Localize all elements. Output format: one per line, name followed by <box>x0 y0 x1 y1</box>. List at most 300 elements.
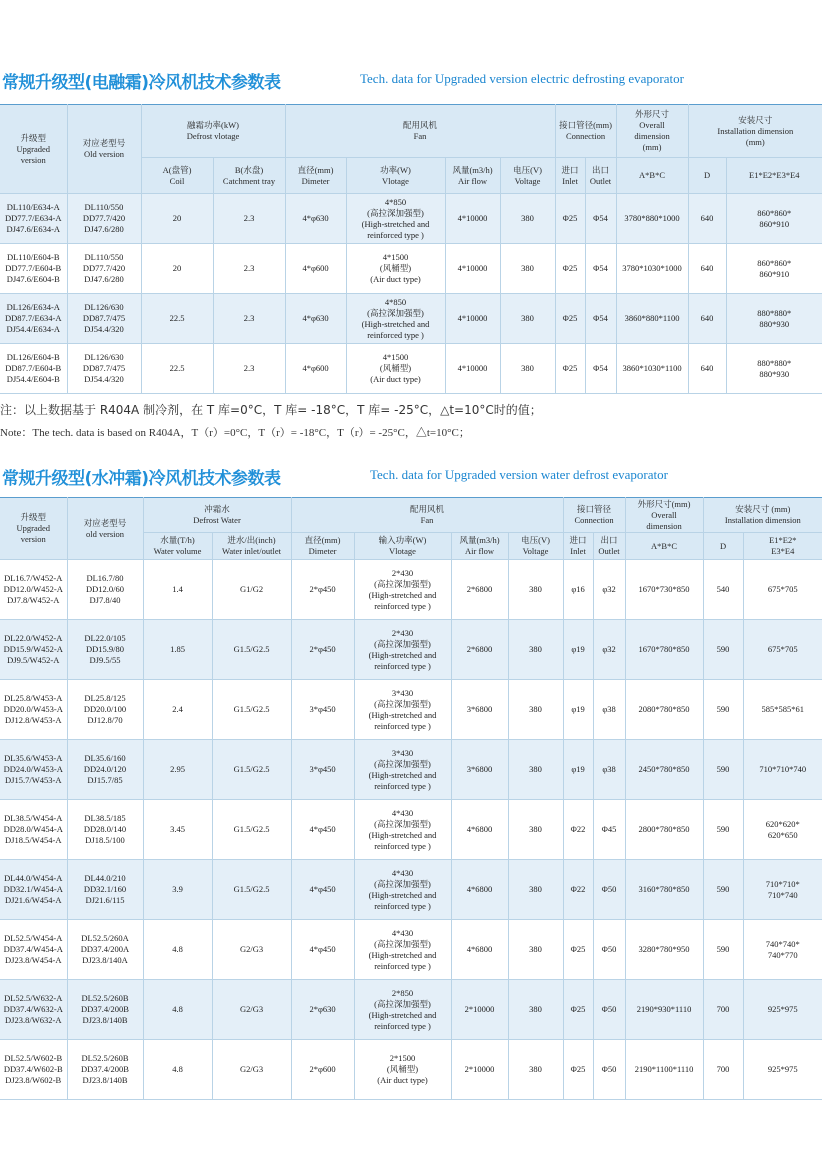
cell-line: dimension <box>646 520 682 531</box>
cell-line: 4*430 <box>391 807 414 818</box>
cell-line: DD87.7/E634-A <box>5 313 62 323</box>
cell-line: DL25.8/W453-A <box>4 693 63 703</box>
cell-line: Old version <box>84 149 124 159</box>
cell-water-volume: 4.8 <box>143 1040 212 1100</box>
cell-airflow: 4*10000 <box>445 194 500 244</box>
cell-line: DJ47.6/280 <box>84 224 124 234</box>
cell-line: DJ47.6/E634-A <box>6 224 61 234</box>
cell-diameter: 4*φ450 <box>291 800 354 860</box>
cell-voltage: 380 <box>508 680 563 740</box>
cell-line: 进口 <box>561 164 579 175</box>
cell-line: 585*585*61 <box>761 704 805 714</box>
cell-voltage: 380 <box>500 194 555 244</box>
cell-line: DJ23.8/W632-A <box>5 1015 62 1025</box>
cell-power <box>354 620 451 680</box>
cell-d: 640 <box>688 194 726 244</box>
cell-line: 直径(mm) <box>297 164 334 175</box>
cell-line: Fan <box>413 131 427 141</box>
cell-line: Installation dimension <box>724 515 801 525</box>
cell-airflow: 2*10000 <box>451 1040 508 1100</box>
header-fan <box>291 498 563 533</box>
cell-line: DD20.0/100 <box>83 704 127 714</box>
cell-line: reinforced type ) <box>374 720 431 731</box>
cell-tray: 2.3 <box>213 244 285 294</box>
header-old-model <box>67 105 141 194</box>
header-inlet <box>563 533 593 560</box>
cell-outlet: Φ50 <box>593 1040 625 1100</box>
cell-line: DJ12.8/70 <box>87 715 123 725</box>
cell-line: 740*740* <box>765 938 800 949</box>
cell-line: DL44.0/W454-A <box>4 873 63 883</box>
cell-line: DD15.9/80 <box>85 644 124 654</box>
cell-line: Fan <box>420 515 434 525</box>
cell-model <box>0 980 67 1040</box>
cell-outlet: Φ50 <box>593 860 625 920</box>
cell-e <box>743 560 822 620</box>
cell-diameter: 4*φ600 <box>285 244 346 294</box>
cell-line: Connection <box>565 131 606 141</box>
cell-abc: 3860*880*1100 <box>616 294 688 344</box>
cell-line: 620*650 <box>767 829 798 840</box>
cell-outlet: φ38 <box>593 680 625 740</box>
cell-line: DJ18.5/100 <box>85 835 125 845</box>
cell-line: Overall <box>651 509 677 520</box>
cell-line: DJ23.8/W602-B <box>5 1075 62 1085</box>
cell-line: DD12.0/W452-A <box>3 584 63 594</box>
cell-line: Dimeter <box>301 175 330 186</box>
cell-line: DL52.5/W632-A <box>4 993 63 1003</box>
cell-airflow: 2*6800 <box>451 620 508 680</box>
cell-line: DJ15.7/85 <box>87 775 123 785</box>
cell-line: (高拉深加强型) <box>374 878 431 889</box>
cell-e <box>743 680 822 740</box>
cell-line: Water inlet/outlet <box>221 546 282 556</box>
cell-line: Defrost vlotage <box>186 131 240 141</box>
cell-line: DL16.7/W452-A <box>4 573 63 583</box>
cell-abc: 1670*780*850 <box>625 620 703 680</box>
cell-line: (高拉深加强型) <box>374 998 431 1009</box>
cell-line: DD20.0/W453-A <box>3 704 63 714</box>
header-connection <box>555 105 616 158</box>
cell-line: 安装尺寸 (mm) <box>735 504 791 514</box>
cell-line: (风桶型) <box>386 1064 419 1074</box>
cell-line: (High-stretched and <box>368 1009 437 1020</box>
cell-line: (mm) <box>642 142 662 152</box>
cell-e <box>743 860 822 920</box>
cell-e <box>726 294 822 344</box>
header-defrost-power <box>141 105 285 158</box>
cell-line: Voltage <box>514 175 541 186</box>
cell-water-volume: 4.8 <box>143 920 212 980</box>
header-water-io <box>212 533 291 560</box>
table-row <box>0 980 822 1040</box>
cell-e <box>726 344 822 394</box>
cell-line: 4*850 <box>384 196 407 207</box>
cell-d: 700 <box>703 980 743 1040</box>
cell-line: 4*430 <box>391 867 414 878</box>
cell-abc: 3280*780*950 <box>625 920 703 980</box>
cell-e <box>743 1040 822 1100</box>
cell-d: 590 <box>703 620 743 680</box>
table-row <box>0 560 822 620</box>
cell-line: (High-stretched and <box>368 769 437 780</box>
cell-line: 进口 <box>569 535 587 545</box>
cell-line: 925*975 <box>767 1064 798 1074</box>
cell-line: Air flow <box>464 546 495 556</box>
cell-line: reinforced type ) <box>367 229 424 240</box>
cell-line: Voltage <box>522 546 549 556</box>
cell-line: DJ7.8/40 <box>89 595 121 605</box>
cell-line: Inlet <box>570 546 586 556</box>
header-voltage <box>508 533 563 560</box>
cell-line: 出口 <box>592 164 610 175</box>
cell-model <box>0 860 67 920</box>
section2-title-row <box>0 464 822 489</box>
header-upgraded-version <box>0 105 67 194</box>
section1-title-row <box>0 68 822 93</box>
cell-line: reinforced type ) <box>374 1020 431 1031</box>
cell-water-io: G1.5/G2.5 <box>212 620 291 680</box>
header-overall-dimension <box>625 498 703 533</box>
cell-inlet: φ19 <box>563 620 593 680</box>
cell-old-model <box>67 980 143 1040</box>
cell-line: 2*430 <box>391 627 414 638</box>
water-defrost-table <box>0 497 822 1100</box>
header-diameter <box>285 158 346 194</box>
cell-line: (高拉深加强型) <box>374 758 431 769</box>
cell-line: DD87.7/475 <box>82 363 126 373</box>
cell-line: (风桶型) <box>379 363 412 373</box>
cell-line: DJ15.7/W453-A <box>5 775 62 785</box>
cell-line: 880*880* <box>757 307 792 318</box>
cell-airflow: 4*10000 <box>445 244 500 294</box>
cell-water-volume: 3.45 <box>143 800 212 860</box>
cell-inlet: Φ25 <box>563 1040 593 1100</box>
cell-old-model <box>67 620 143 680</box>
cell-line: DJ18.5/W454-A <box>5 835 62 845</box>
cell-inlet: Φ25 <box>563 980 593 1040</box>
cell-line: Air flow <box>457 175 488 186</box>
cell-line: 外形尺寸 <box>635 109 670 119</box>
cell-line: (高拉深加强型) <box>374 938 431 949</box>
cell-model <box>0 620 67 680</box>
cell-model <box>0 800 67 860</box>
cell-e <box>743 800 822 860</box>
cell-line: DL22.0/105 <box>84 633 126 643</box>
cell-diameter: 4*φ600 <box>285 344 346 394</box>
cell-line: 710*710*740 <box>759 764 807 774</box>
cell-d: 640 <box>688 294 726 344</box>
table-row <box>0 194 822 244</box>
cell-line: DJ12.8/W453-A <box>5 715 62 725</box>
cell-inlet: φ19 <box>563 740 593 800</box>
cell-line: (高拉深加强型) <box>367 307 424 318</box>
cell-line: 外形尺寸(mm) <box>637 498 691 509</box>
header-water-volume <box>143 533 212 560</box>
cell-line: (高拉深加强型) <box>374 638 431 649</box>
header-airflow <box>451 533 508 560</box>
cell-e <box>743 620 822 680</box>
cell-water-io: G1.5/G2.5 <box>212 680 291 740</box>
cell-model <box>0 740 67 800</box>
cell-line: (High-stretched and <box>368 589 437 600</box>
cell-line: DD77.7/420 <box>82 263 126 273</box>
cell-line: 880*930 <box>759 318 790 329</box>
cell-diameter: 2*φ450 <box>291 620 354 680</box>
cell-coil: 22.5 <box>141 294 213 344</box>
cell-power <box>354 980 451 1040</box>
cell-line: DJ21.6/115 <box>85 895 125 905</box>
cell-line: DL52.5/260B <box>81 993 129 1003</box>
cell-line: Installation dimension <box>717 125 794 136</box>
cell-line: reinforced type ) <box>374 600 431 611</box>
cell-model <box>0 560 67 620</box>
section1-title-cn: 常规升级型(电融霜)冷风机技术参数表 <box>2 73 281 93</box>
cell-line: DD77.7/E634-A <box>5 213 62 223</box>
cell-line: DD77.7/E604-B <box>5 263 62 273</box>
cell-e <box>743 920 822 980</box>
cell-voltage: 380 <box>508 740 563 800</box>
header-d: D <box>703 533 743 560</box>
cell-line: DL38.5/W454-A <box>4 813 63 823</box>
cell-line: Dimeter <box>308 546 337 556</box>
cell-old-model <box>67 860 143 920</box>
cell-line: DL126/630 <box>84 302 124 312</box>
cell-line: 3*430 <box>391 687 414 698</box>
table-row <box>0 920 822 980</box>
cell-coil: 20 <box>141 194 213 244</box>
cell-line: (高拉深加强型) <box>374 698 431 709</box>
table-row <box>0 800 822 860</box>
cell-model <box>0 680 67 740</box>
cell-model <box>0 1040 67 1100</box>
cell-power <box>354 560 451 620</box>
cell-line: Defrost Water <box>193 515 241 525</box>
cell-e <box>726 244 822 294</box>
cell-line: 对应老型号 <box>83 517 127 528</box>
cell-old-model <box>67 344 141 394</box>
cell-voltage: 380 <box>508 1040 563 1100</box>
cell-model <box>0 244 67 294</box>
cell-line: 860*860* <box>757 207 792 218</box>
cell-line: reinforced type ) <box>374 960 431 971</box>
cell-diameter: 4*φ450 <box>291 920 354 980</box>
cell-old-model <box>67 680 143 740</box>
table-row <box>0 344 822 394</box>
cell-line: DL126/E604-B <box>6 352 60 362</box>
cell-line: DD15.9/W452-A <box>3 644 63 654</box>
cell-line: DD24.0/W453-A <box>3 764 63 774</box>
cell-line: 接口管径 <box>577 504 612 514</box>
cell-diameter: 4*φ630 <box>285 294 346 344</box>
cell-line: DL35.6/W453-A <box>4 753 63 763</box>
cell-line: 740*770 <box>767 949 798 960</box>
cell-abc: 2080*780*850 <box>625 680 703 740</box>
cell-power <box>354 920 451 980</box>
cell-line: version <box>20 154 46 165</box>
header-defrost-water <box>143 498 291 533</box>
cell-outlet: Φ54 <box>585 194 616 244</box>
cell-line: (高拉深加强型) <box>367 207 424 218</box>
cell-old-model <box>67 800 143 860</box>
cell-line: E1*E2* <box>769 535 797 545</box>
cell-line: (mm) <box>745 136 765 147</box>
cell-line: 4*850 <box>384 296 407 307</box>
cell-line: DL110/E604-B <box>6 252 60 262</box>
cell-line: reinforced type ) <box>374 900 431 911</box>
cell-line: A(盘管) <box>162 164 192 175</box>
cell-power <box>346 194 445 244</box>
cell-airflow: 2*10000 <box>451 980 508 1040</box>
cell-line: DL110/550 <box>84 252 124 262</box>
cell-line: DJ54.4/320 <box>84 324 124 334</box>
cell-line: 融霜功率(kW) <box>187 120 239 130</box>
cell-airflow: 4*10000 <box>445 344 500 394</box>
cell-line: 2*850 <box>391 987 414 998</box>
cell-line: Vlotage <box>389 546 416 556</box>
cell-line: 4*1500 <box>382 252 409 262</box>
cell-line: 860*910 <box>759 218 790 229</box>
cell-line: 620*620* <box>765 818 800 829</box>
cell-line: 配用风机 <box>410 504 445 514</box>
cell-line: DJ47.6/E604-B <box>6 274 60 284</box>
water-defrost-table-body <box>0 560 822 1100</box>
note-cn: 注：以上数据基于 R404A 制冷剂，在 T 库=0°C，T 库= -18°C，T 库= -25°C，△t=10°C时的值； <box>0 403 542 417</box>
cell-old-model <box>67 740 143 800</box>
cell-line: DD37.4/200A <box>80 944 130 954</box>
cell-power <box>354 680 451 740</box>
cell-water-volume: 2.95 <box>143 740 212 800</box>
cell-line: DD37.4/200B <box>81 1004 129 1014</box>
electric-defrost-table <box>0 104 822 394</box>
cell-line: 对应老型号 <box>82 138 126 148</box>
header-connection <box>563 498 625 533</box>
cell-line: reinforced type ) <box>374 660 431 671</box>
cell-line: DJ23.8/140B <box>82 1015 128 1025</box>
cell-voltage: 380 <box>500 294 555 344</box>
cell-line: DL52.5/W602-B <box>4 1053 63 1063</box>
cell-line: 直径(mm) <box>304 535 341 545</box>
cell-outlet: Φ45 <box>593 800 625 860</box>
cell-old-model <box>67 194 141 244</box>
cell-inlet: φ16 <box>563 560 593 620</box>
header-overall-dimension <box>616 105 688 158</box>
cell-line: 880*880* <box>757 357 792 368</box>
cell-inlet: Φ25 <box>555 344 585 394</box>
cell-line: DL52.5/260B <box>81 1053 129 1063</box>
cell-diameter: 2*φ630 <box>291 980 354 1040</box>
cell-line: 675*705 <box>767 644 798 654</box>
cell-line: Upgraded <box>16 523 50 533</box>
cell-line: DJ7.8/W452-A <box>7 595 60 605</box>
cell-line: Catchment tray <box>222 175 276 186</box>
cell-line: Outlet <box>598 546 620 556</box>
header-old-model <box>67 498 143 560</box>
cell-line: DL16.7/80 <box>86 573 124 583</box>
cell-voltage: 380 <box>508 980 563 1040</box>
cell-e <box>726 194 822 244</box>
cell-line: Outlet <box>589 175 612 186</box>
cell-line: DJ23.8/140B <box>82 1075 128 1085</box>
cell-line: 880*930 <box>759 368 790 379</box>
cell-line: DD87.7/475 <box>82 313 126 323</box>
cell-line: DL110/550 <box>84 202 124 212</box>
header-d: D <box>688 158 726 194</box>
cell-e <box>743 980 822 1040</box>
cell-tray: 2.3 <box>213 194 285 244</box>
cell-line: (风桶型) <box>379 263 412 273</box>
cell-voltage: 380 <box>508 560 563 620</box>
cell-line: DJ21.6/W454-A <box>5 895 62 905</box>
cell-line: Inlet <box>562 175 578 186</box>
header-fan <box>285 105 555 158</box>
cell-coil: 22.5 <box>141 344 213 394</box>
electric-defrost-table-body <box>0 194 822 394</box>
cell-outlet: φ38 <box>593 740 625 800</box>
cell-d: 700 <box>703 1040 743 1100</box>
cell-line: 710*740 <box>767 889 798 900</box>
cell-voltage: 380 <box>508 920 563 980</box>
cell-water-io: G2/G3 <box>212 980 291 1040</box>
header-e <box>743 533 822 560</box>
cell-water-io: G1.5/G2.5 <box>212 740 291 800</box>
cell-inlet: Φ22 <box>563 860 593 920</box>
cell-abc: 2450*780*850 <box>625 740 703 800</box>
cell-line: Vlotage <box>382 175 409 186</box>
cell-voltage: 380 <box>500 344 555 394</box>
cell-line: 功率(W) <box>380 164 411 175</box>
cell-model <box>0 344 67 394</box>
cell-line: B(水盘) <box>234 164 264 175</box>
cell-airflow: 2*6800 <box>451 560 508 620</box>
table-row <box>0 1040 822 1100</box>
cell-line: 电压(V) <box>513 164 542 175</box>
cell-d: 640 <box>688 244 726 294</box>
cell-water-volume: 1.4 <box>143 560 212 620</box>
cell-line: 进水/出(inch) <box>227 535 276 545</box>
cell-line: 接口管径(mm) <box>559 120 612 130</box>
section1-title-en: Tech. data for Upgraded version electric defrosting evaporator <box>360 71 684 86</box>
cell-line: 冲霜水 <box>204 504 230 514</box>
cell-d: 540 <box>703 560 743 620</box>
cell-line: DD24.0/120 <box>83 764 127 774</box>
cell-old-model <box>67 244 141 294</box>
cell-d: 590 <box>703 860 743 920</box>
cell-water-volume: 3.9 <box>143 860 212 920</box>
cell-water-io: G2/G3 <box>212 1040 291 1100</box>
cell-voltage: 380 <box>508 620 563 680</box>
cell-airflow: 4*6800 <box>451 920 508 980</box>
cell-abc: 3160*780*850 <box>625 860 703 920</box>
cell-line: 电压(V) <box>521 535 550 545</box>
cell-line: DJ9.5/55 <box>89 655 121 665</box>
cell-line: (High-stretched and <box>368 829 437 840</box>
cell-old-model <box>67 294 141 344</box>
cell-line: 675*705 <box>767 584 798 594</box>
cell-line: 2*1500 <box>389 1053 416 1063</box>
cell-line: (High-stretched and <box>368 949 437 960</box>
cell-airflow: 3*6800 <box>451 680 508 740</box>
cell-line: (High-stretched and <box>368 889 437 900</box>
header-diameter <box>291 533 354 560</box>
header-power <box>346 158 445 194</box>
cell-power <box>354 800 451 860</box>
cell-line: DL25.8/125 <box>84 693 126 703</box>
cell-line: 925*975 <box>767 1004 798 1014</box>
cell-line: DJ54.4/E634-A <box>6 324 61 334</box>
header-tray <box>213 158 285 194</box>
cell-line: 4*430 <box>391 927 414 938</box>
